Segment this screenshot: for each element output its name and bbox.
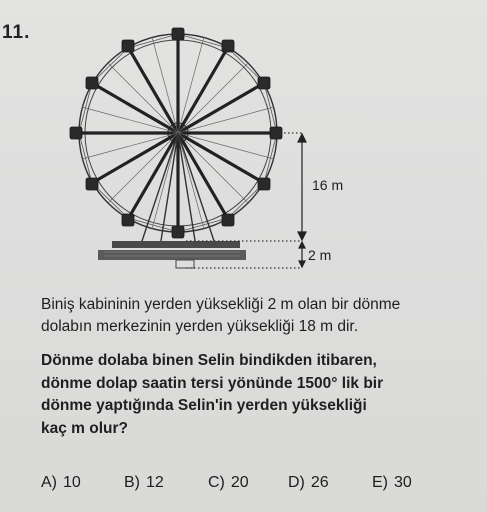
option-value: 20 — [230, 474, 249, 491]
dimension-arrows — [298, 134, 306, 267]
option-e[interactable] — [372, 474, 412, 492]
option-letter: E) — [372, 474, 388, 491]
text-line: dönme dolap saatin tersi yönünde 1500° lik bir — [41, 374, 384, 392]
option-c[interactable] — [208, 474, 249, 492]
option-letter: B) — [124, 474, 140, 491]
option-letter: D) — [288, 474, 305, 491]
option-value: 30 — [394, 474, 412, 491]
option-d[interactable] — [288, 474, 329, 492]
text-line: Biniş kabininin yerden yüksekliği 2 m olan bir dönme — [41, 296, 401, 313]
option-b[interactable] — [124, 474, 164, 492]
option-value: 10 — [63, 474, 81, 491]
ferris-wheel-icon — [70, 28, 282, 268]
option-a[interactable] — [41, 474, 81, 492]
text-line: dönme yaptığında Selin'in yerden yüksekliği — [41, 397, 367, 414]
option-letter: C) — [208, 474, 225, 491]
text-line: dolabın merkezinin yerden yüksekliği 18 m dir. — [41, 318, 359, 335]
question-paragraph-1 — [41, 294, 481, 338]
question-text — [41, 294, 481, 440]
option-value: 12 — [146, 474, 164, 491]
dimension-label-16m: 16 m — [312, 177, 344, 193]
text-line: kaç m olur? — [41, 419, 128, 437]
question-paragraph-2 — [41, 350, 481, 440]
text-line: Dönme dolaba binen Selin bindikden itibaren, — [41, 352, 377, 369]
option-letter: A) — [41, 474, 57, 491]
answer-options — [0, 474, 487, 498]
dimension-label-2m: 2 m — [308, 247, 332, 263]
option-value: 26 — [310, 474, 329, 491]
question-number: 11. — [2, 22, 31, 43]
